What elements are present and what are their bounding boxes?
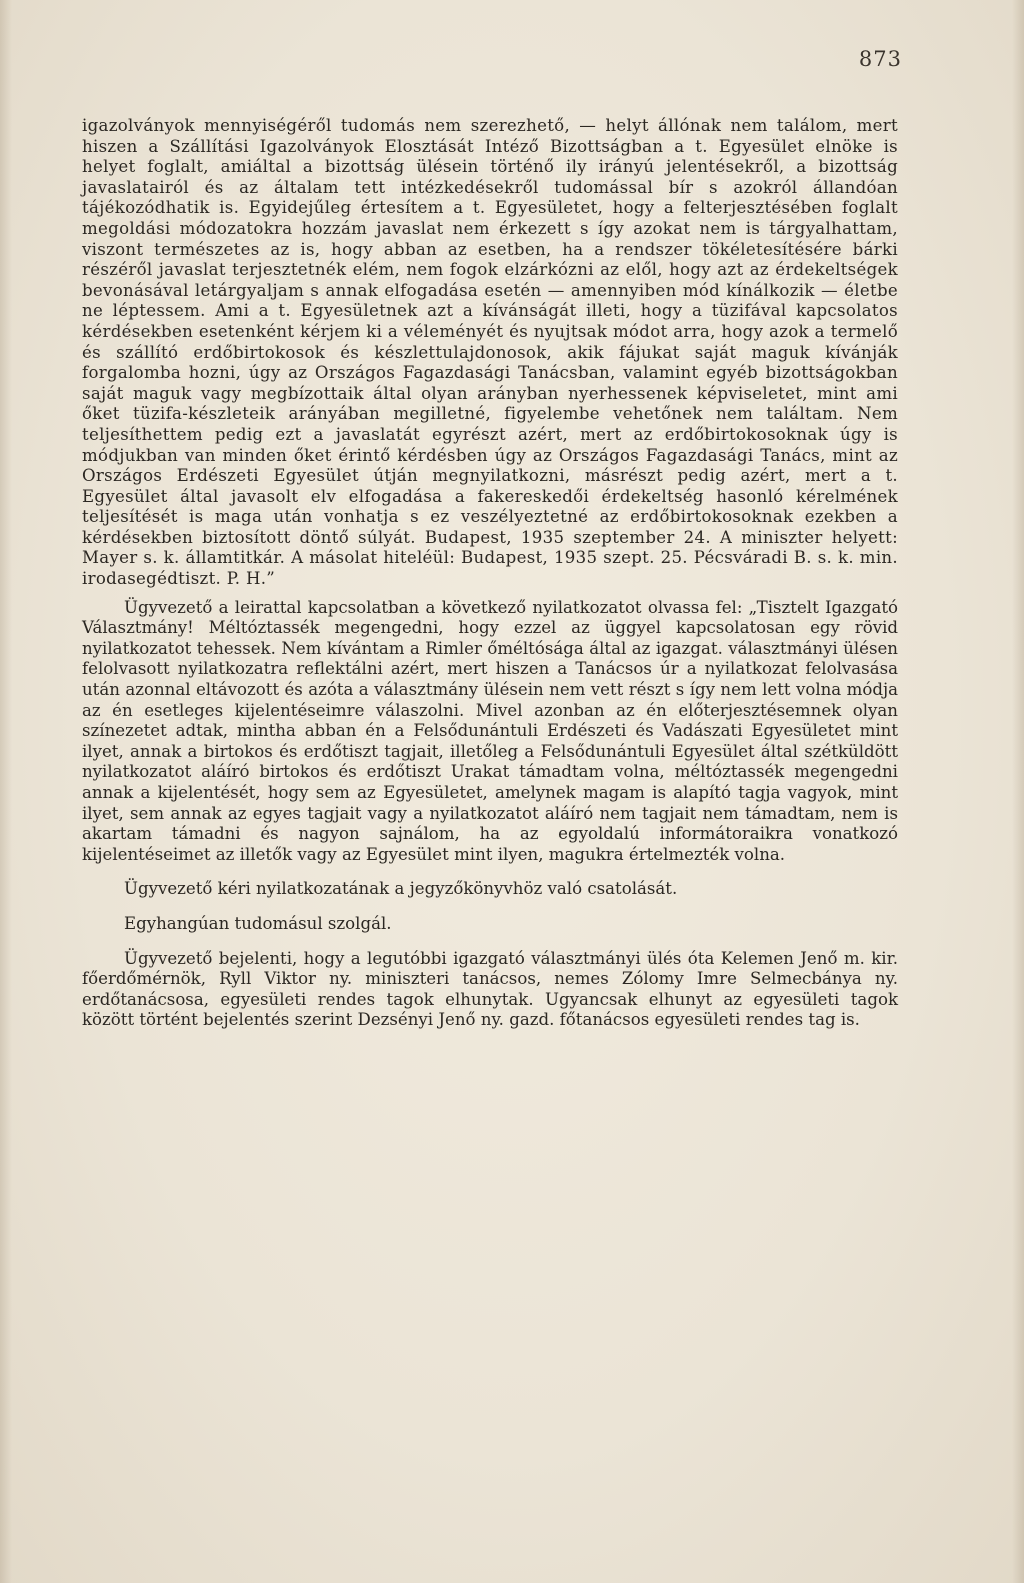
page-number: 873 xyxy=(858,47,902,71)
paragraph-request: Ügyvezető kéri nyilatkozatának a jegyzőkönyvhöz való csatolását. xyxy=(124,879,678,899)
paragraph-continuation: igazolványok mennyiségéről tudomás nem szerezhető, — helyt állónak nem találom, mert hiszen a Szállítási Igazolványok Elosztását Intéző Bizottságban a t. Egyesület elnöke is helyet foglalt, amiáltal a bizottság ülésein történő ily irányú jelentésekről, a bizottság javaslatairól és az általam tett intézkedésekről tudomással bír s azokról állandóan tájékozódhatik is. Egyidejűleg értesítem a t. Egyesületet, hogy a felterjesztésében foglalt megoldási módozatokra hozzám javaslat nem érkezett s így azokat nem is tárgyalhattam, viszont természetes az is, hogy abban az esetben, ha a rendszer tökéletesítésére bárki részéről javaslat terjesztetnék elém, nem fogok elzárkózni az elől, hogy azt az érdekeltségek bevonásával letárgyaljam s annak elfogadása esetén — amennyiben mód kínálkozik — életbe ne léptessem. Ami a t. Egyesületnek azt a kívánságát illeti, hogy a tüzifával kapcsolatos kérdésekben esetenként kérjem ki a véleményét és nyujtsak módot arra, hogy azok a termelő és szállító erdőbirtokosok és készlettulajdonosok, akik fájukat saját maguk kívánják forgalomba hozni, úgy az Országos Fagazdasági Tanácsban, valamint egyéb bizottságokban saját maguk vagy megbízottaik által olyan arányban nyerhessenek képviseletet, mint ami őket tüzifa-készleteik arányában megilletné, figyelembe vehetőnek nem találtam. Nem teljesíthettem pedig ezt a javaslatát egyrészt azért, mert az erdőbirtokosoknak úgy is módjukban van minden őket érintő kérdésben úgy az Országos Fagazdasági Tanács, mint az Országos Erdészeti Egyesület útján megnyilatkozni, másrészt pedig azért, mert a t. Egyesület által javasolt elv elfogadása a fakereskedői érdekeltség hasonló kérelmének teljesítését is maga után vonhatja s ez veszélyeztetné az erdőbirtokosoknak ezekben a kérdésekben biztosított döntő súlyát. Budapest, 1935 szeptember 24. A miniszter helyett: Mayer s. k. államtitkár. A másolat hiteléül: Budapest, 1935 szept. 25. Pécsváradi B. s. k. min. irodasegédtiszt. P. H.” xyxy=(82,116,898,589)
document-text-body xyxy=(82,116,898,1031)
paragraph-resolution: Egyhangúan tudomásul szolgál. xyxy=(124,913,392,933)
page-edge-shadow-right xyxy=(1012,0,1024,1583)
paragraph-declaration: Ügyvezető a leirattal kapcsolatban a következő nyilatkozatot olvassa fel: „Tisztelt Igazgató Választmány! Méltóztassék megengedni, hogy ezzel az üggyel kapcsolatosan egy rövid nyilatkozatot tehessek. Nem kívántam a Rimler őméltósága által az igazgat. választmányi ülésen felolvasott nyilatkozatra reflektálni azért, mert hiszen a Tanácsos úr a nyilatkozat felolvasása után azonnal eltávozott és azóta a választmány ülésein nem vett részt s így nem lett volna módja az én esetleges kijelentéseimre válaszolni. Mivel azonban az én előterjesztésemnek olyan színezetet adtak, mintha abban én a Felsődunántuli Erdészeti és Vadászati Egyesületet mint ilyet, annak a birtokos és erdőtiszt tagjait, illetőleg a Felsődunántuli Egyesület által szétküldött nyilatkozatot aláíró birtokos és erdőtiszt Urakat támadtam volna, méltóztassék megengedni annak a kijelentését, hogy sem az Egyesületet, amelynek magam is alapító tagja vagyok, mint ilyet, sem annak az egyes tagjait vagy a nyilatkozatot aláíró nem tagjait nem támadtam, nem is akartam támadni és nagyon sajnálom, ha az egyoldalú informátoraikra vonatkozó kijelentéseimet az illetők vagy az Egyesület mint ilyen, magukra értelmezték volna. xyxy=(82,597,898,864)
paragraph-announcement: Ügyvezető bejelenti, hogy a legutóbbi igazgató választmányi ülés óta Kelemen Jenő m. kir. főerdőmérnök, Ryll Viktor ny. miniszteri tanácsos, nemes Zólomy Imre Selmecbánya ny. erdőtanácsosa, egyesületi rendes tagok elhunytak. Ugyancsak elhunyt az egyesületi tagok között történt bejelentés szerint Dezsényi Jenő ny. gazd. főtanácsos egyesületi rendes tag is. xyxy=(82,948,898,1030)
page-edge-shadow-left xyxy=(0,0,12,1583)
